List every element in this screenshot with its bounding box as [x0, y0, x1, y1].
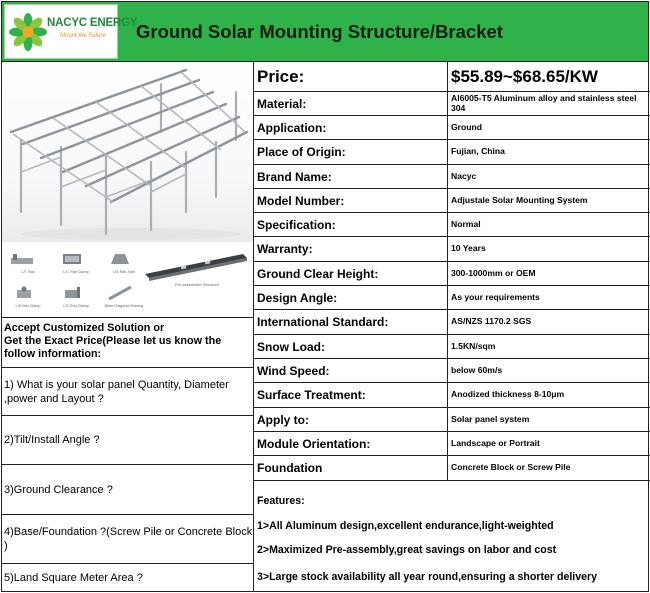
- page-frame: [1, 1, 649, 592]
- question-text: 2)Tilt/Install Angle ?: [4, 434, 100, 446]
- accessory-item: L/T Rail: [3, 246, 47, 280]
- spec-label: International Standard:: [257, 315, 389, 329]
- spec-label: Price:: [257, 66, 305, 86]
- spec-value: Solar panel system: [451, 413, 530, 424]
- spec-label: Material:: [257, 96, 307, 111]
- spec-value: Normal: [451, 218, 481, 229]
- spec-value: Fujian, China: [451, 146, 505, 157]
- spec-label: Brand Name:: [257, 169, 332, 184]
- accessory-item: L/S Rail Joint: [99, 246, 143, 280]
- spec-value: Adjustale Solar Mounting System: [451, 194, 588, 205]
- spec-value: Concrete Block or Screw Pile: [451, 462, 571, 473]
- accessory-item: L/C Rail Clamp: [51, 246, 95, 280]
- logo-tagline: Mount the Future: [60, 33, 106, 39]
- accessory-item: Base Diagonal Bracing: [99, 280, 143, 314]
- spec-value: Anodized thickness 8-10μm: [451, 389, 565, 400]
- question-text: 3)Ground Clearance ?: [4, 483, 113, 496]
- spec-label: Model Number:: [257, 193, 345, 208]
- spec-label: Wind Speed:: [257, 363, 330, 378]
- spec-label: Snow Load:: [257, 339, 325, 354]
- accessory-item: L/D Mid Clamp: [3, 280, 47, 314]
- spec-label: Module Orientation:: [257, 436, 371, 451]
- question-text: Accept Customized Solution or Get the Exact Price(Please let us know the follow information:: [4, 322, 222, 360]
- question-text: 5)Land Square Meter Area ?: [4, 572, 143, 584]
- spec-value: AS/NZS 1170.2 SGS: [451, 316, 532, 327]
- spec-label: Design Angle:: [257, 290, 338, 305]
- spec-label: Ground Clear Height:: [257, 266, 379, 281]
- spec-label: Warranty:: [257, 242, 313, 256]
- accessory-item: L/E End Clamp: [51, 280, 95, 314]
- spec-value: Nacyc: [451, 170, 477, 181]
- spec-label: Specification:: [257, 217, 336, 232]
- rail-caption: Pre-assembled Structure: [174, 282, 220, 287]
- spec-label: Apply to:: [257, 412, 309, 427]
- features-title: Features:: [257, 495, 305, 507]
- question-text: 4)Base/Foundation ?(Screw Pile or Concrete Block ): [4, 526, 253, 552]
- feature-item: 2>Maximized Pre-assembly,great savings on labor and cost: [257, 544, 557, 556]
- spec-value: 10 Years: [451, 243, 486, 254]
- spec-label: Foundation: [257, 461, 323, 475]
- spec-label: Place of Origin:: [257, 145, 346, 159]
- spec-value: Landscape or Portrait: [451, 437, 540, 448]
- spec-value: 300-1000mm or OEM: [451, 267, 536, 278]
- spec-value: As your requirements: [451, 291, 540, 302]
- spec-value: Ground: [451, 121, 483, 132]
- spec-value: Al6005-T5 Aluminum alloy and stainless steel 304: [451, 93, 637, 113]
- logo-name: NACYC ENERGY: [47, 17, 138, 29]
- feature-item: 1>All Aluminum design,excellent endurance,light-weighted: [257, 520, 554, 532]
- page-title: Ground Solar Mounting Structure/Bracket: [136, 21, 503, 42]
- feature-item: 3>Large stock availability all year round,ensuring a shorter delivery: [257, 571, 598, 583]
- spec-label: Surface Treatment:: [257, 388, 366, 402]
- spec-label: Application:: [257, 120, 327, 135]
- question-text: 1) What is your solar panel Quantity, Diameter ,power and Layout ?: [4, 378, 229, 405]
- spec-value: below 60m/s: [451, 364, 503, 375]
- spec-value: 1.5KN/sqm: [451, 340, 496, 351]
- spec-value: $55.89~$68.65/KW: [451, 66, 598, 86]
